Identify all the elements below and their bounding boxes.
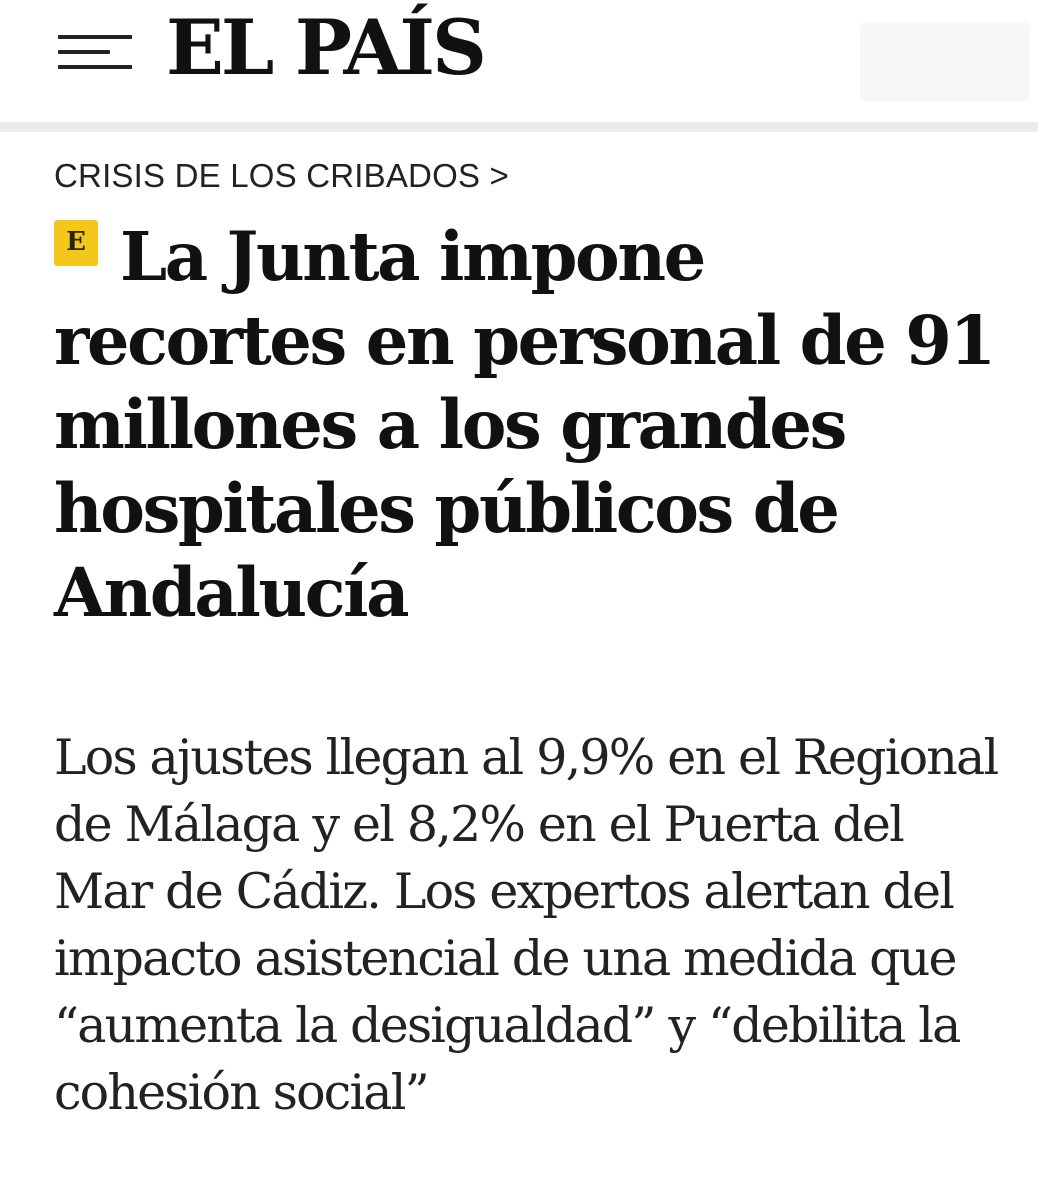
site-logo[interactable]: EL PAÍS: [166, 3, 484, 92]
menu-line: [58, 65, 132, 69]
hamburger-menu-icon[interactable]: [58, 32, 132, 72]
header-divider: [0, 122, 1038, 132]
menu-line: [58, 50, 110, 54]
badge-letter: E: [66, 227, 86, 257]
menu-line: [58, 35, 132, 39]
exclusive-badge-icon: [54, 220, 98, 266]
header-ad-slot: [860, 22, 1030, 102]
site-header: [0, 0, 1038, 122]
headline-container: [54, 215, 1014, 635]
section-kicker-link[interactable]: CRISIS DE LOS CRIBADOS >: [54, 157, 510, 194]
subheadline: Los ajustes llegan al 9,9% en el Regional de Málaga y el 8,2% en el Puerta del Mar de Cádiz. Los expertos alertan del impacto asistencial de una medida que “aumenta la desigualdad” y “debilita la cohesión social”: [54, 729, 998, 1121]
headline: [54, 215, 1014, 635]
headline-text: La Junta impone recortes en personal de 91 millones a los grandes hospitales públicos de Andalucía: [54, 217, 994, 632]
